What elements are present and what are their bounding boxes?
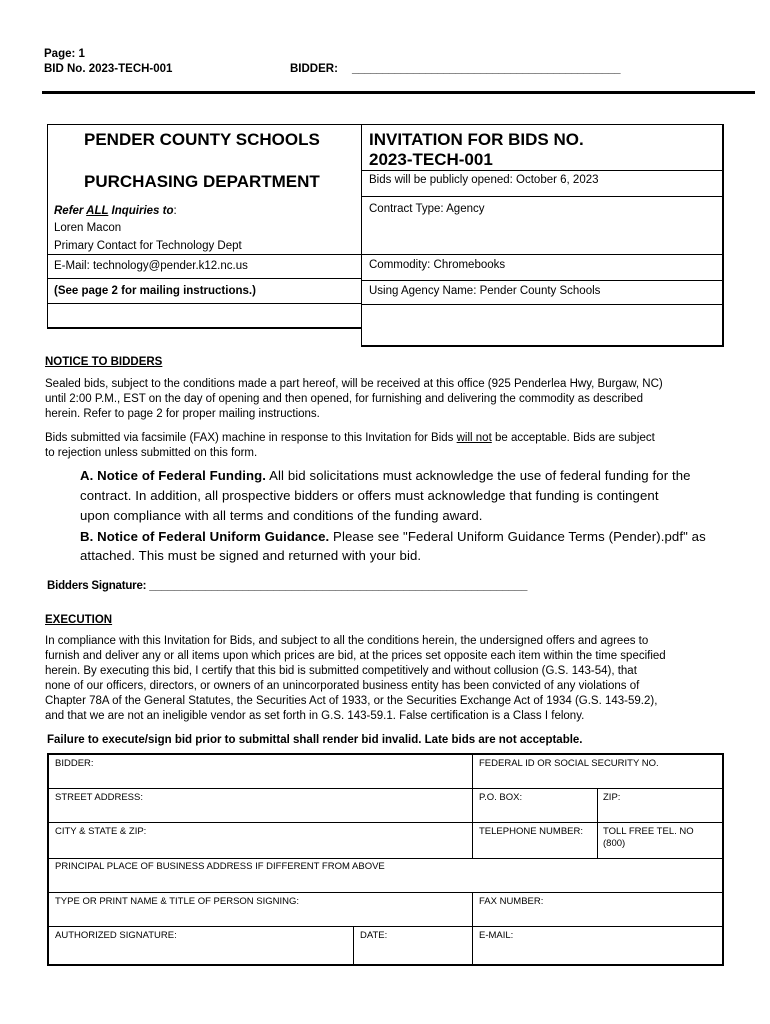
fax-will-not: will not — [456, 432, 492, 444]
date-field[interactable]: DATE: — [360, 930, 388, 941]
open-date: Bids will be publicly opened: October 6, 2023 — [369, 174, 599, 186]
refer-colon: : — [173, 205, 177, 217]
notice-p2-line1 — [45, 431, 655, 446]
bidder-blank-line[interactable]: ____________________________________________ — [352, 63, 621, 75]
notice-p2-line2: to rejection unless submitted on this form. — [45, 447, 258, 459]
federal-funding-title: A. Notice of Federal Funding. — [80, 468, 267, 483]
commodity: Commodity: Chromebooks — [369, 259, 506, 271]
federal-funding-line3: upon compliance with all terms and conditions of the funding award. — [80, 508, 483, 523]
refer-suffix: Inquiries to — [108, 205, 174, 217]
execution-line5: Chapter 78A of the General Statutes, the Securities Act of 1933, or the Securities Exchange Act of 1934 (G.S. 143-59.2), — [45, 695, 658, 707]
uniform-guidance-line1 — [80, 527, 706, 547]
zip-field[interactable]: ZIP: — [603, 792, 621, 803]
bidder-field[interactable]: BIDDER: — [55, 758, 94, 769]
contact-name: Loren Macon — [54, 222, 122, 234]
federal-id-field[interactable]: FEDERAL ID OR SOCIAL SECURITY NO. — [479, 758, 659, 769]
principal-address-field[interactable]: PRINCIPAL PLACE OF BUSINESS ADDRESS IF DIFFERENT FROM ABOVE — [55, 861, 385, 872]
bidders-signature[interactable]: Bidders Signature: _____________________________________________________________ — [47, 580, 528, 592]
mailing-note: (See page 2 for mailing instructions.) — [54, 285, 256, 297]
refer-inquiries — [54, 203, 177, 219]
refer-all: ALL — [86, 205, 109, 217]
authorized-signature-field[interactable]: AUTHORIZED SIGNATURE: — [55, 930, 177, 941]
fax-number-field[interactable]: FAX NUMBER: — [479, 896, 544, 907]
notice-p1-line2: until 2:00 P.M., EST on the day of opening and then opened, for furnishing and delivering the commodity as described — [45, 393, 643, 405]
po-box-field[interactable]: P.O. BOX: — [479, 792, 523, 803]
contact-email: E-Mail: technology@pender.k12.nc.us — [54, 260, 248, 272]
ifb-title-line1: INVITATION FOR BIDS NO. — [369, 130, 584, 149]
federal-funding-line2: contract. In addition, all prospective bidders or offers must acknowledge that funding is contingent — [80, 488, 659, 503]
toll-free-prefix: (800) — [603, 838, 626, 849]
email-field[interactable]: E-MAIL: — [479, 930, 514, 941]
header-rule — [42, 91, 755, 94]
bidder-label: BIDDER: — [290, 63, 338, 75]
contact-role: Primary Contact for Technology Dept — [54, 240, 242, 252]
fax-text-b: be acceptable. Bids are subject — [491, 432, 655, 444]
execution-line3: herein. By executing this bid, I certify that this bid is submitted competitively and without collusion (G.S. 143-54), that — [45, 665, 637, 677]
telephone-field[interactable]: TELEPHONE NUMBER: — [479, 826, 583, 837]
federal-funding-text: All bid solicitations must acknowledge the use of federal funding for the — [266, 468, 691, 483]
toll-free-label: TOLL FREE TEL. NO — [603, 826, 694, 837]
refer-prefix: Refer — [54, 205, 87, 217]
type-name-field[interactable]: TYPE OR PRINT NAME & TITLE OF PERSON SIGNING: — [55, 896, 300, 907]
page-number: Page: 1 — [44, 48, 85, 60]
toll-free-field[interactable] — [603, 826, 694, 850]
fax-text-a: Bids submitted via facsimile (FAX) machine in response to this Invitation for Bids — [45, 432, 457, 444]
ifb-title-line2: 2023-TECH-001 — [369, 150, 493, 169]
uniform-guidance-line2: attached. This must be signed and returned with your bid. — [80, 548, 422, 563]
execution-line2: furnish and deliver any or all items upon which prices are bid, at the prices set opposite each item within the time specified — [45, 650, 666, 662]
city-state-zip-field[interactable]: CITY & STATE & ZIP: — [55, 826, 147, 837]
federal-funding-line1 — [80, 466, 691, 486]
execution-line1: In compliance with this Invitation for Bids, and subject to all the conditions herein, the undersigned offers and agrees to — [45, 635, 649, 647]
notice-p1-line1: Sealed bids, subject to the conditions made a part hereof, will be received at this office (925 Penderlea Hwy, Burgaw, NC) — [45, 378, 663, 390]
late-bid-warning: Failure to execute/sign bid prior to submittal shall render bid invalid. Late bids are not acceptable. — [47, 734, 583, 746]
execution-line6: and that we are not an ineligible vendor as set forth in G.S. 143-59.1. False certification is a Class I felony. — [45, 710, 585, 722]
uniform-guidance-title: B. Notice of Federal Uniform Guidance. — [80, 529, 330, 544]
uniform-guidance-text: Please see "Federal Uniform Guidance Terms (Pender).pdf" as — [329, 529, 706, 544]
execution-line4: none of our officers, directors, or owners of an unincorporated business entity has been convicted of any violations of — [45, 680, 640, 692]
contract-type: Contract Type: Agency — [369, 203, 485, 215]
notice-p1-line3: herein. Refer to page 2 for proper mailing instructions. — [45, 408, 320, 420]
bid-number: BID No. 2023-TECH-001 — [44, 63, 173, 75]
dept-name: PURCHASING DEPARTMENT — [84, 172, 320, 191]
execution-heading: EXECUTION — [45, 614, 113, 626]
using-agency: Using Agency Name: Pender County Schools — [369, 285, 601, 297]
notice-heading: NOTICE TO BIDDERS — [45, 356, 163, 368]
street-address-field[interactable]: STREET ADDRESS: — [55, 792, 143, 803]
org-name: PENDER COUNTY SCHOOLS — [84, 130, 320, 149]
